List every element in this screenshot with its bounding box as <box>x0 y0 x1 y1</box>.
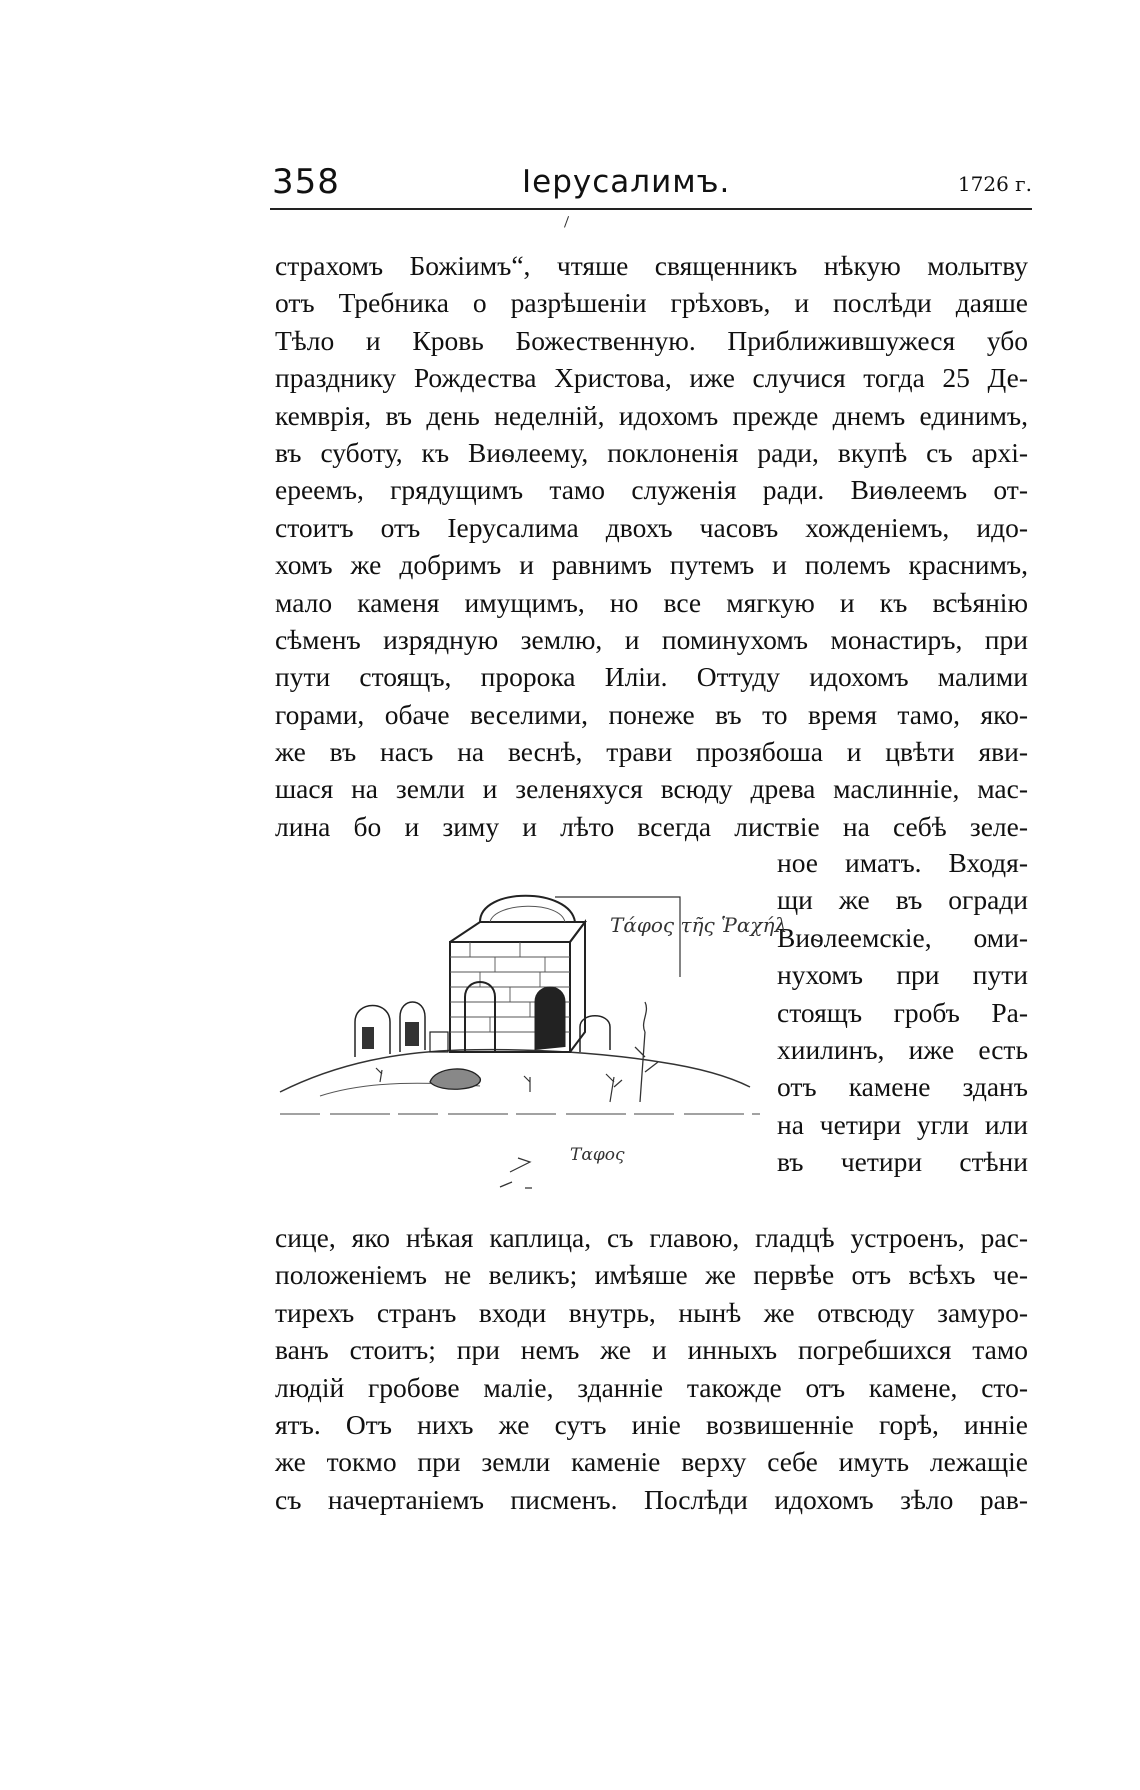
text-line: лина бо и зиму и лѣто всегда листвіе на себѣ зеле- <box>275 810 1028 842</box>
paragraph-bottom <box>275 1219 1028 1518</box>
sketch-caption-top: Τάφος τῆς Ῥαχήλ <box>610 913 788 937</box>
text-line: съ начертаніемъ писменъ. Послѣди идохомъ зѣло рав- <box>275 1483 1028 1515</box>
header-rule <box>270 208 1032 210</box>
text-line: на четири угли или <box>777 1108 1028 1140</box>
text-line: же въ насъ на веснѣ, трави прозябоша и цвѣти яви- <box>275 736 1028 768</box>
text-line: хомъ же добримъ и равнимъ путемъ и полемъ краснимъ, <box>275 549 1028 581</box>
paragraph-top <box>275 247 1028 845</box>
text-line: кемврія, въ день неделній, идохомъ прежде днемъ единимъ, <box>275 399 1028 431</box>
text-line: нухомъ при пути <box>777 959 1028 991</box>
text-line: ереемъ, грядущимъ тамо служенія ради. Виѳлеемъ от- <box>275 474 1028 506</box>
text-line: щи же въ огради <box>777 884 1028 916</box>
text-line: Тѣло и Кровь Божественную. Приближившужеся убо <box>275 324 1028 356</box>
text-line: же токмо при земли каменіе верху себе имуть лежащіе <box>275 1446 1028 1478</box>
text-line: празднику Рождества Христова, иже случися тогда 25 Де- <box>275 362 1028 394</box>
text-line: въ четири стѣни <box>777 1146 1028 1178</box>
text-line: положеніемъ не великъ; имѣяше же первѣе отъ всѣхъ че- <box>275 1259 1028 1291</box>
sketch-caption-bottom: Ταφος <box>570 1145 625 1165</box>
paragraph-side <box>777 844 1028 1181</box>
text-line: ное иматъ. Входя- <box>777 847 1028 878</box>
running-title: Іерусалимъ. <box>522 164 731 200</box>
text-line: стоитъ отъ Іерусалима двохъ часовъ хожденіемъ, идо- <box>275 511 1028 543</box>
page-number: 358 <box>272 162 340 202</box>
text-line: людій гробове маліе, зданніе такожде отъ камене, сто- <box>275 1371 1028 1403</box>
text-line: тирехъ странъ входи внутрь, нынѣ же отвсюду замуро- <box>275 1296 1028 1328</box>
text-line: ванъ стоитъ; при немъ же и инныхъ погребшихся тамо <box>275 1334 1028 1366</box>
running-header <box>272 160 1032 210</box>
print-mark <box>564 216 570 228</box>
text-line: сѣменъ изрядную землю, и поминухомъ монастиръ, при <box>275 623 1028 655</box>
text-line: отъ Требника о разрѣшеніи грѣховъ, и послѣди даяше <box>275 287 1028 319</box>
text-line: мало каменя имущимъ, но все мягкую и къ всѣянію <box>275 586 1028 618</box>
text-line: отъ камене зданъ <box>777 1071 1028 1103</box>
text-line: горами, обаче веселими, понеже въ то время тамо, яко- <box>275 698 1028 730</box>
header-year: 1726 г. <box>957 172 1032 196</box>
text-line: въ суботу, къ Виѳлеему, поклоненія ради, вкупѣ съ архі- <box>275 436 1028 468</box>
text-line: пути стоящъ, пророка Иліи. Оттуду идохомъ малими <box>275 661 1028 693</box>
text-line: страхомъ Божіимъ“, чтяше священникъ нѣкую молытву <box>275 250 1028 281</box>
text-line: стоящъ гробъ Ра- <box>777 996 1028 1028</box>
text-line: шася на земли и зеленяхуся всюду древа маслинніе, мас- <box>275 773 1028 805</box>
text-line: Виѳлеемскіе, оми- <box>777 921 1028 953</box>
text-line: ятъ. Отъ нихъ же сутъ иніе возвишенніе горѣ, инніе <box>275 1408 1028 1440</box>
text-line: сице, яко нѣкая каплица, съ главою, гладцѣ устроенъ, рас- <box>275 1222 1028 1253</box>
text-line: хиилинъ, иже есть <box>777 1033 1028 1065</box>
rachel-tomb-sketch <box>280 882 788 1202</box>
